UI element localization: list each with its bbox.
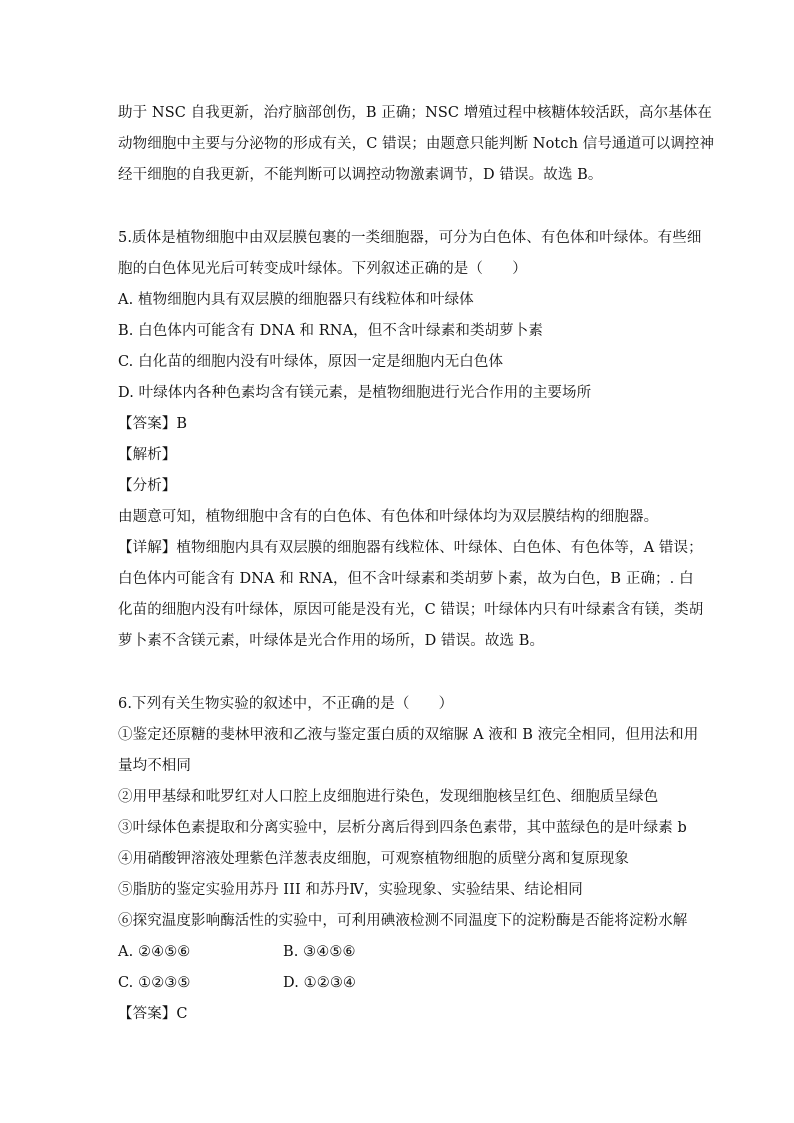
q5-detail-line-1: 【详解】植物细胞内具有双层膜的细胞器有线粒体、叶绿体、白色体、有色体等，A 错误；	[118, 540, 703, 556]
q6-option-c: C. ①②③⑤	[118, 975, 191, 991]
document-content	[118, 98, 715, 1030]
q5-detail-line-2: 白色体内可能含有 DNA 和 RNA，但不含叶绿素和类胡萝卜素，故为白色，B 正确；. 白	[118, 571, 694, 587]
q6-item-3: ③叶绿体色素提取和分离实验中，层析分离后得到四条色素带，其中蓝绿色的是叶绿素 b	[118, 820, 687, 836]
q6-answer: 【答案】C	[118, 1006, 188, 1022]
q6-option-d: D. ①②③④	[283, 975, 357, 991]
prev-solution-line-2: 动物细胞中主要与分泌物的形成有关，C 错误；由题意只能判断 Notch 信号通道可以调控神	[118, 136, 715, 152]
q6-item-6: ⑥探究温度影响酶活性的实验中，可利用碘液检测不同温度下的淀粉酶是否能将淀粉水解	[118, 913, 688, 929]
q5-jiexi-heading: 【解析】	[118, 447, 177, 463]
prev-solution-line-1: 助于 NSC 自我更新，治疗脑部创伤，B 正确；NSC 增殖过程中核糖体较活跃，高尔基体在	[118, 105, 713, 121]
q6-options-row-2	[118, 968, 678, 999]
q6-item-1-line-2: 量均不相同	[118, 758, 191, 774]
q6-option-b: B. ③④⑤⑥	[283, 944, 356, 960]
q5-detail-line-3: 化苗的细胞内没有叶绿体，原因可能是没有光，C 错误；叶绿体内只有叶绿素含有镁，类胡	[118, 602, 704, 618]
q5-fenxi-text: 由题意可知，植物细胞中含有的白色体、有色体和叶绿体均为双层膜结构的细胞器。	[118, 509, 659, 525]
q6-item-4: ④用硝酸钾溶液处理紫色洋葱表皮细胞，可观察植物细胞的质壁分离和复原现象	[118, 851, 629, 867]
q5-option-b: B. 白色体内可能含有 DNA 和 RNA，但不含叶绿素和类胡萝卜素	[118, 323, 543, 339]
q6-item-1-line-1: ①鉴定还原糖的斐林甲液和乙液与鉴定蛋白质的双缩脲 A 液和 B 液完全相同，但用法和用	[118, 727, 699, 743]
q6-item-5: ⑤脂肪的鉴定实验用苏丹 III 和苏丹Ⅳ，实验现象、实验结果、结论相同	[118, 882, 583, 898]
q6-stem: 6.下列有关生物实验的叙述中，不正确的是（ ）	[118, 696, 454, 712]
section-gap	[118, 657, 678, 689]
q5-answer: 【答案】B	[118, 416, 188, 432]
q5-stem-line-2: 胞的白色体见光后可转变成叶绿体。下列叙述正确的是（ ）	[118, 261, 527, 277]
q5-option-d: D. 叶绿体内各种色素均含有镁元素，是植物细胞进行光合作用的主要场所	[118, 385, 592, 401]
q5-detail-line-4: 萝卜素不含镁元素，叶绿体是光合作用的场所，D 错误。故选 B。	[118, 633, 545, 649]
q6-options-row-1	[118, 937, 678, 968]
section-gap	[118, 191, 678, 223]
q6-option-a: A. ②④⑤⑥	[118, 944, 191, 960]
q5-option-c: C. 白化苗的细胞内没有叶绿体，原因一定是细胞内无白色体	[118, 354, 504, 370]
q6-item-2: ②用甲基绿和吡罗红对人口腔上皮细胞进行染色，发现细胞核呈红色、细胞质呈绿色	[118, 789, 659, 805]
q5-option-a: A. 植物细胞内具有双层膜的细胞器只有线粒体和叶绿体	[118, 292, 474, 308]
q5-stem-line-1: 5.质体是植物细胞中由双层膜包裹的一类细胞器，可分为白色体、有色体和叶绿体。有些细	[118, 230, 702, 246]
prev-solution-line-3: 经干细胞的自我更新，不能判断可以调控动物激素调节，D 错误。故选 B。	[118, 167, 603, 183]
q5-fenxi-heading: 【分析】	[118, 478, 177, 494]
